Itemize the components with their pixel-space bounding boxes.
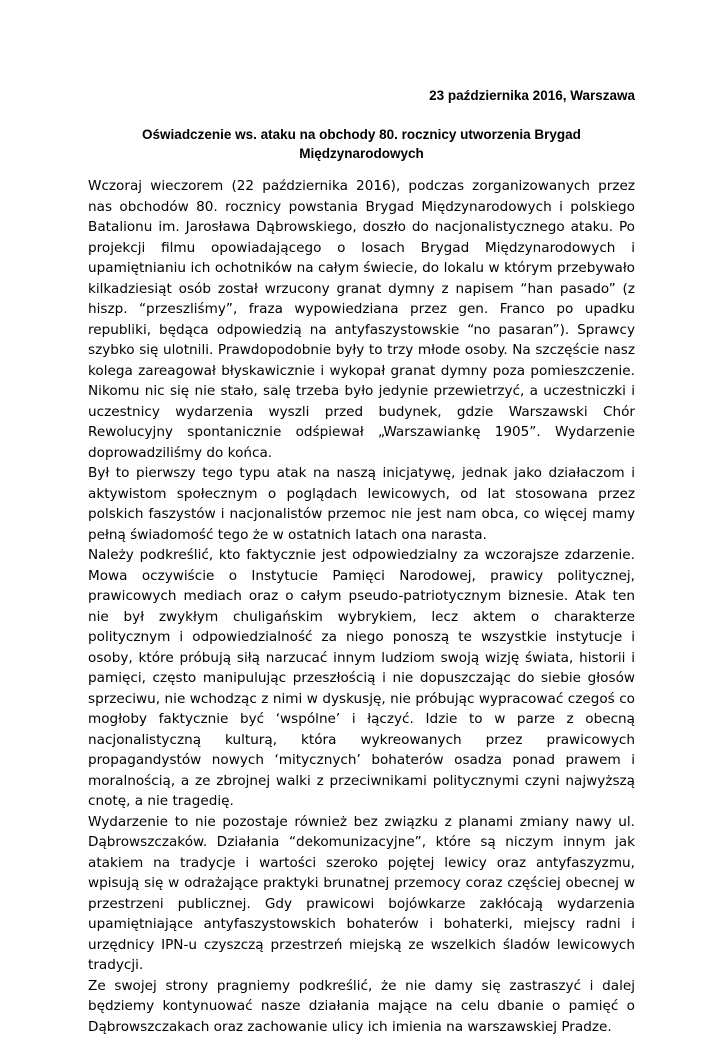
date-place: 23 października 2016, Warszawa <box>429 88 635 103</box>
paragraph-1: Wczoraj wieczorem (22 października 2016), podczas zorganizowanych przez nas obchodów 80. rocznicy powstania Brygad Międzynarodowych i polskiego Batalionu im. Jarosława Dąbrowskiego, doszło do nacjonalistycznego ataku. Po projekcji filmu opowiadającego o losach Brygad Międzynarodowych i upamiętnianiu ich ochotników na całym świecie, do lokalu w którym przebywało kilkadziesiąt osób został wrzucony granat dymny z napisem “han pasado” (z hiszp. “przeszliśmy”, fraza wypowiedziana przez gen. Franco po upadku republiki, będąca odpowiedzią na antyfaszystowskie “no pasaran”). Sprawcy szybko się ulotnili. Prawdopodobnie były to trzy młode osoby. Na szczęście nasz kolega zareagował błyskawicznie i wykopał granat dymny poza pomieszczenie. Nikomu nic się nie stało, salę trzeba było jedynie przewietrzyć, a uczestniczki i uczestnicy wydarzenia wyszli przed budynek, gdzie Warszawski Chór Rewolucyjny spontanicznie odśpiewał „Warszawiankę 1905”. Wydarzenie doprowadziliśmy do końca. <box>88 176 635 463</box>
paragraph-3: Należy podkreślić, kto faktycznie jest odpowiedzialny za wczorajsze zdarzenie. Mowa oczywiście o Instytucie Pamięci Narodowej, prawicy politycznej, prawicowych mediach oraz o całym pseudo-patriotycznym biznesie. Atak ten nie był zwykłym chuligańskim wybrykiem, lecz aktem o charakterze politycznym i odpowiedzialność za niego ponoszą te wszystkie instytucje i osoby, które próbują siłą narzucać innym ludziom swoją wizję świata, historii i pamięci, często manipulując przeszłością i nie dopuszczając do siebie głosów sprzeciwu, nie wchodząc z nimi w dyskusję, nie próbując wypracować czegoś co mogłoby faktycznie być ‘wspólne’ i łączyć. Idzie to w parze z obecną nacjonalistyczną kulturą, która wykreowanych przez prawicowych propagandystów nowych ‘mitycznych’ bohaterów osadza ponad prawem i moralnością, a ze zbrojnej walki z przeciwnikami politycznymi czyni najwyższą cnotę, a nie tragedię. <box>88 545 635 812</box>
paragraph-2: Był to pierwszy tego typu atak na naszą inicjatywę, jednak jako działaczom i aktywistom społecznym o poglądach lewicowych, od lat stosowana przez polskich faszystów i nacjonalistów przemoc nie jest nam obca, co więcej mamy pełną świadomość tego że w ostatnich latach ona narasta. <box>88 463 635 545</box>
paragraph-5: Ze swojej strony pragniemy podkreślić, że nie damy się zastraszyć i dalej będziemy kontynuować nasze działania mające na celu dbanie o pamięć o Dąbrowszczakach oraz zachowanie ulicy ich imienia na warszawskiej Pradze. <box>88 976 635 1037</box>
document-body <box>88 176 635 1037</box>
paragraph-4: Wydarzenie to nie pozostaje również bez związku z planami zmiany nawy ul. Dąbrowszczaków. Działania “dekomunizacyjne”, które są niczym innym jak atakiem na tradycje i wartości szeroko pojętej lewicy oraz antyfaszyzmu, wpisują się w odrażające praktyki brunatnej przemocy coraz częściej obecnej w przestrzeni publicznej. Gdy prawicowi bojówkarze zakłócają wydarzenia upamiętniające antyfaszystowskich bohaterów i bohaterki, miejscy radni i urzędnicy IPN-u czyszczą przestrzeń miejską ze wszelkich śladów lewicowych tradycji. <box>88 812 635 976</box>
document-title: Oświadczenie ws. ataku na obchody 80. rocznicy utworzenia Brygad Międzynarodowych <box>110 125 613 163</box>
